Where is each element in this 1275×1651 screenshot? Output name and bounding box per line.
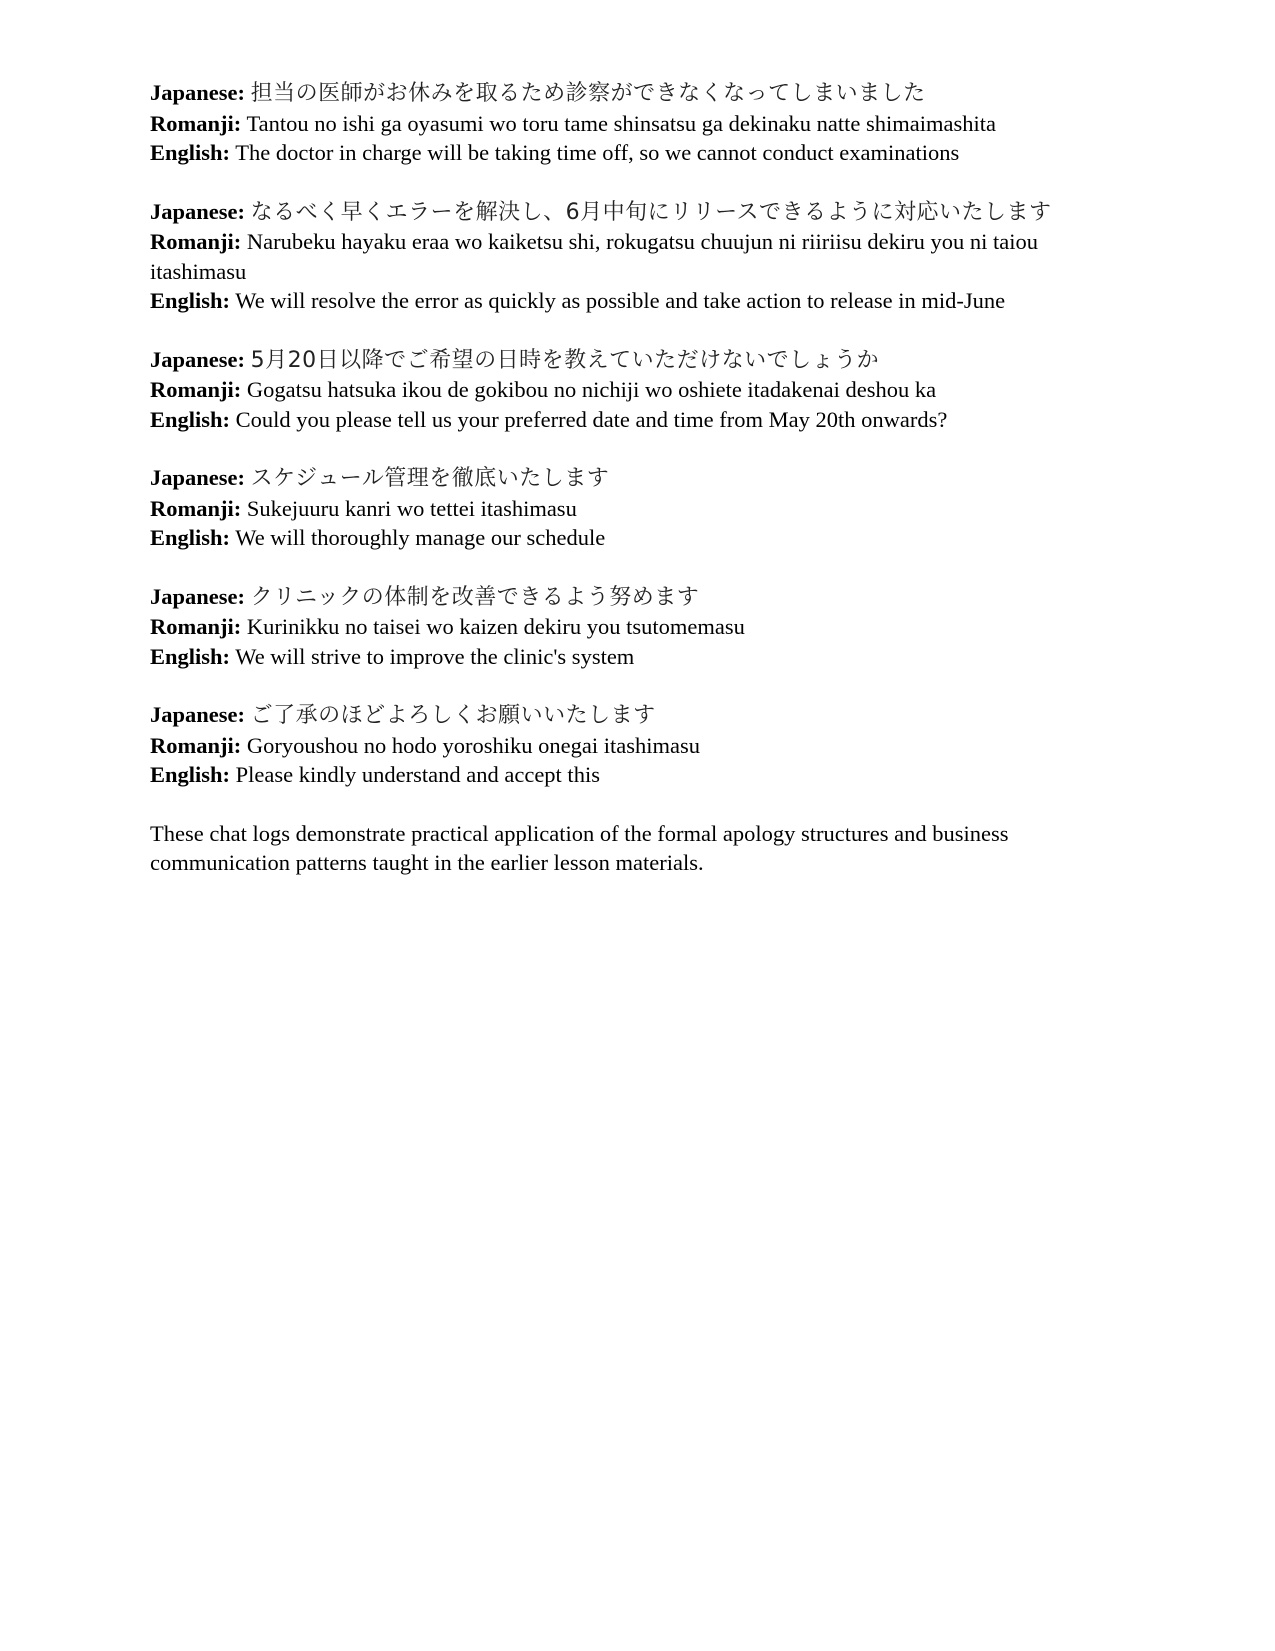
english-label: English:	[150, 406, 231, 432]
japanese-text: なるべく早くエラーを解決し、6月中旬にリリースできるように対応いたします	[250, 199, 1052, 225]
romanji-text: Sukejuuru kanri wo tettei itashimasu	[246, 495, 577, 521]
japanese-line	[150, 197, 1135, 228]
phrase-entry	[150, 463, 1135, 553]
english-label: English:	[150, 288, 231, 313]
romanji-label: Romanji:	[150, 377, 242, 402]
english-line	[150, 405, 1135, 435]
english-label: English:	[150, 643, 231, 669]
english-line	[150, 286, 1135, 316]
phrase-entry	[150, 700, 1135, 790]
english-line	[150, 760, 1135, 790]
english-text: We will strive to improve the clinic's system	[235, 643, 635, 669]
romanji-line	[150, 375, 1135, 405]
japanese-line	[150, 345, 1135, 376]
japanese-label: Japanese:	[150, 583, 245, 609]
japanese-text: 5月20日以降でご希望の日時を教えていただけないでしょうか	[250, 347, 880, 373]
romanji-text: Gogatsu hatsuka ikou de gokibou no nichiji wo oshiete itadakenai deshou ka	[246, 377, 937, 402]
english-text: Could you please tell us your preferred date and time from May 20th onwards?	[235, 406, 948, 432]
romanji-text: Goryoushou no hodo yoroshiku onegai itashimasu	[246, 732, 700, 758]
english-line	[150, 138, 1135, 168]
romanji-line	[150, 612, 1135, 642]
japanese-line	[150, 700, 1135, 731]
english-label: English:	[150, 140, 231, 165]
romanji-line	[150, 109, 1135, 139]
english-text: Please kindly understand and accept this	[235, 762, 600, 787]
english-line	[150, 642, 1135, 672]
english-text: The doctor in charge will be taking time off, so we cannot conduct examinations	[235, 140, 960, 165]
english-label: English:	[150, 525, 231, 550]
romanji-text: Tantou no ishi ga oyasumi wo toru tame shinsatsu ga dekinaku natte shimaimashita	[246, 110, 997, 136]
phrase-entry	[150, 345, 1135, 435]
phrase-entry	[150, 582, 1135, 672]
romanji-label: Romanji:	[150, 614, 242, 639]
japanese-text: 担当の医師がお休みを取るため診察ができなくなってしまいました	[250, 81, 926, 106]
japanese-label: Japanese:	[150, 198, 245, 224]
japanese-text: クリニックの体制を改善できるよう努めます	[250, 584, 700, 610]
romanji-line	[150, 494, 1135, 524]
japanese-label: Japanese:	[150, 702, 245, 727]
closing-paragraph: These chat logs demonstrate practical application of the formal apology structures and business communication patterns taught in the earlier lesson materials.	[150, 820, 1009, 875]
english-line	[150, 523, 1135, 553]
romanji-label: Romanji:	[150, 495, 242, 521]
phrase-entry	[150, 78, 1135, 168]
japanese-line	[150, 463, 1135, 494]
japanese-label: Japanese:	[150, 465, 245, 490]
romanji-text: Kurinikku no taisei wo kaizen dekiru you tsutomemasu	[246, 614, 745, 639]
japanese-line	[150, 582, 1135, 613]
romanji-label: Romanji:	[150, 732, 242, 758]
english-label: English:	[150, 762, 231, 787]
japanese-text: ご了承のほどよろしくお願いいたします	[250, 703, 656, 728]
romanji-label: Romanji:	[150, 229, 242, 254]
romanji-line	[150, 731, 1135, 761]
romanji-line	[150, 227, 1135, 286]
romanji-label: Romanji:	[150, 110, 242, 136]
english-text: We will thoroughly manage our schedule	[235, 525, 606, 550]
romanji-text: Narubeku hayaku eraa wo kaiketsu shi, rokugatsu chuujun ni riiriisu dekiru you ni taiou itashimasu	[150, 229, 1038, 284]
japanese-label: Japanese:	[150, 346, 245, 372]
japanese-line	[150, 78, 1135, 109]
phrase-entry	[150, 197, 1135, 316]
english-text: We will resolve the error as quickly as possible and take action to release in mid-June	[235, 288, 1006, 313]
japanese-text: スケジュール管理を徹底いたします	[250, 466, 610, 491]
document-page	[150, 78, 1135, 878]
japanese-label: Japanese:	[150, 80, 245, 105]
